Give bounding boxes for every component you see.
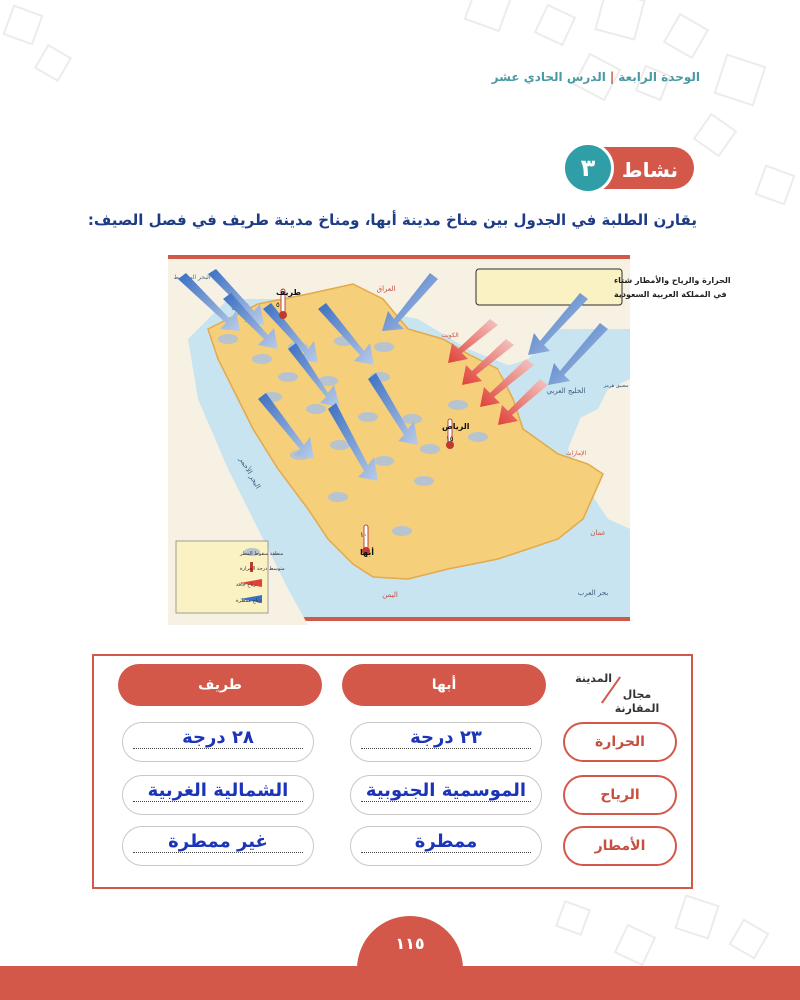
temp-riyadh: ١٥ [446, 435, 454, 443]
answer-text: ٢٣ درجة [410, 727, 482, 748]
row-label-winds: الرياح [563, 775, 677, 815]
answer-cell-turaif-temperature[interactable] [122, 722, 314, 762]
label-uae: الإمارات [565, 450, 587, 457]
row-label-temperature: الحرارة [563, 722, 677, 762]
row-label-rain: الأمطار [563, 826, 677, 866]
answer-cell-abha-rain[interactable] [350, 826, 542, 866]
dotted-line [361, 801, 531, 802]
label-gulf: الخليج العربي [546, 387, 586, 395]
answer-text: ممطرة [414, 831, 478, 852]
dotted-line [361, 852, 531, 853]
answer-cell-abha-temperature[interactable] [350, 722, 542, 762]
corner-field-label: مجال المقارنة [614, 688, 660, 716]
label-yemen: اليمن [382, 591, 398, 599]
dotted-line [133, 801, 303, 802]
label-hormuz: مضيق هرمز [603, 383, 629, 389]
corner-city-label: المدينة [575, 672, 612, 685]
dotted-line [133, 852, 303, 853]
answer-text: الموسمية الجنوبية [365, 780, 527, 801]
legend-dry-wind: رياح جافة [236, 582, 256, 588]
city-turaif: طريف [276, 288, 302, 297]
page-number-tab [357, 916, 463, 1000]
label-red-sea: البحر الأحمر [237, 455, 262, 491]
legend-rain-area: منطقة سقوط المطر [240, 551, 284, 557]
map-title-line2: في المملكة العربية السعودية [614, 290, 727, 299]
page-header [492, 70, 700, 84]
label-arabian-sea: بحر العرب [577, 589, 609, 597]
header-separator: | [609, 70, 615, 84]
table-corner-header [558, 668, 668, 718]
city-riyadh: الرياض [442, 422, 470, 431]
header-lesson: الدرس الحادي عشر [491, 70, 606, 84]
answer-cell-turaif-winds[interactable] [122, 775, 314, 815]
city-abha: أبها [360, 548, 375, 557]
answer-cell-turaif-rain[interactable] [122, 826, 314, 866]
activity-number: ٣ [562, 142, 614, 194]
temp-turaif: ٥ [276, 301, 280, 309]
header-unit: الوحدة الرابعة [618, 70, 700, 84]
instruction-text: يقارن الطلبة في الجدول بين مناخ مدينة أبها، ومناخ مدينة طريف في فصل الصيف: [87, 211, 697, 229]
column-header-abha: أبها [342, 664, 546, 706]
answer-cell-abha-winds[interactable] [350, 775, 542, 815]
dotted-line [133, 748, 303, 749]
map-title-line1: الحرارة والرياح والأمطار شتاء [614, 276, 731, 285]
map-drawing [168, 259, 731, 625]
map-title-box [476, 269, 622, 305]
activity-badge [562, 142, 694, 194]
label-oman: عمان [590, 529, 606, 537]
column-header-turaif: طريف [118, 664, 322, 706]
activity-label: نشاط [621, 158, 678, 182]
climate-map [168, 255, 731, 621]
legend-rain-wind: رياح ممطرة [236, 598, 262, 604]
label-kuwait: الكويت [441, 332, 459, 339]
answer-text: الشمالية الغربية [147, 780, 289, 801]
dotted-line [361, 748, 531, 749]
answer-text: ٢٨ درجة [182, 727, 254, 748]
temp-abha: ١٠ [360, 531, 368, 539]
label-iraq: العراق [376, 285, 396, 293]
legend-temperature: متوسط درجة الحرارة [240, 566, 285, 572]
answer-text: غير ممطرة [168, 831, 268, 852]
page-number: ١١٥ [395, 934, 425, 953]
label-mediterranean: البحر المتوسط [173, 274, 211, 281]
